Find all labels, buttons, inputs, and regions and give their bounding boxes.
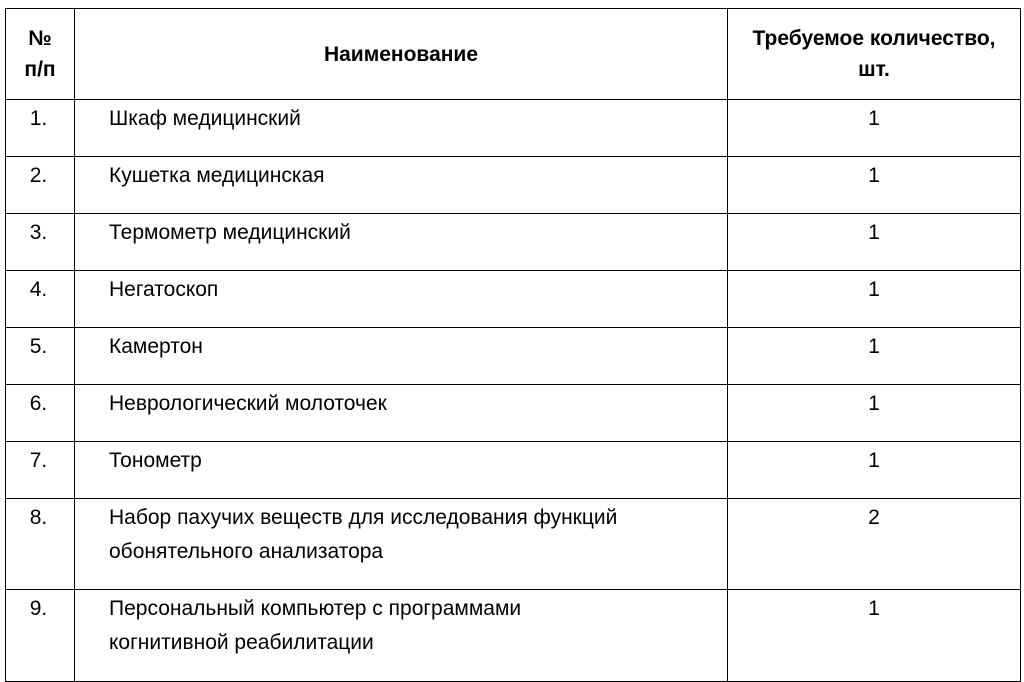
row-name-line1: Персональный компьютер с программами: [109, 597, 522, 620]
row-number: 2.: [6, 157, 75, 214]
row-quantity: 1: [728, 271, 1021, 328]
row-quantity: 2: [728, 499, 1021, 590]
row-name-line1: Набор пахучих веществ для исследования функций: [109, 506, 618, 529]
row-name: [75, 590, 728, 682]
header-number: [6, 9, 75, 100]
row-name-line2: когнитивной реабилитации: [109, 631, 374, 654]
row-quantity: 1: [728, 214, 1021, 271]
row-quantity: 1: [728, 590, 1021, 682]
header-quantity-line1: Требуемое количество,: [752, 27, 996, 50]
row-name-line2: обонятельного анализатора: [109, 540, 384, 563]
row-quantity: 1: [728, 328, 1021, 385]
header-quantity-line2: шт.: [858, 58, 890, 81]
table-row: [6, 214, 1021, 271]
row-quantity: 1: [728, 442, 1021, 499]
table-row: [6, 385, 1021, 442]
row-name: Камертон: [75, 328, 728, 385]
row-name: Негатоскоп: [75, 271, 728, 328]
row-number: 7.: [6, 442, 75, 499]
row-number: 9.: [6, 590, 75, 682]
table-row: [6, 590, 1021, 682]
row-number: 8.: [6, 499, 75, 590]
row-number: 1.: [6, 100, 75, 157]
table-row: [6, 442, 1021, 499]
header-name: Наименование: [75, 9, 728, 100]
row-number: 5.: [6, 328, 75, 385]
row-name: Шкаф медицинский: [75, 100, 728, 157]
table-row: [6, 157, 1021, 214]
table-header-row: [6, 9, 1021, 100]
header-number-line1: №: [28, 27, 52, 50]
row-number: 3.: [6, 214, 75, 271]
table-row: [6, 499, 1021, 590]
row-name: Кушетка медицинская: [75, 157, 728, 214]
header-quantity: [728, 9, 1021, 100]
table-row: [6, 328, 1021, 385]
row-name: Термометр медицинский: [75, 214, 728, 271]
row-number: 4.: [6, 271, 75, 328]
table-row: [6, 271, 1021, 328]
table-row: [6, 100, 1021, 157]
row-name: Неврологический молоточек: [75, 385, 728, 442]
row-name: [75, 499, 728, 590]
row-quantity: 1: [728, 100, 1021, 157]
row-number: 6.: [6, 385, 75, 442]
equipment-table: [5, 8, 1021, 682]
row-quantity: 1: [728, 385, 1021, 442]
row-name: Тонометр: [75, 442, 728, 499]
header-number-line2: п/п: [24, 58, 56, 81]
row-quantity: 1: [728, 157, 1021, 214]
